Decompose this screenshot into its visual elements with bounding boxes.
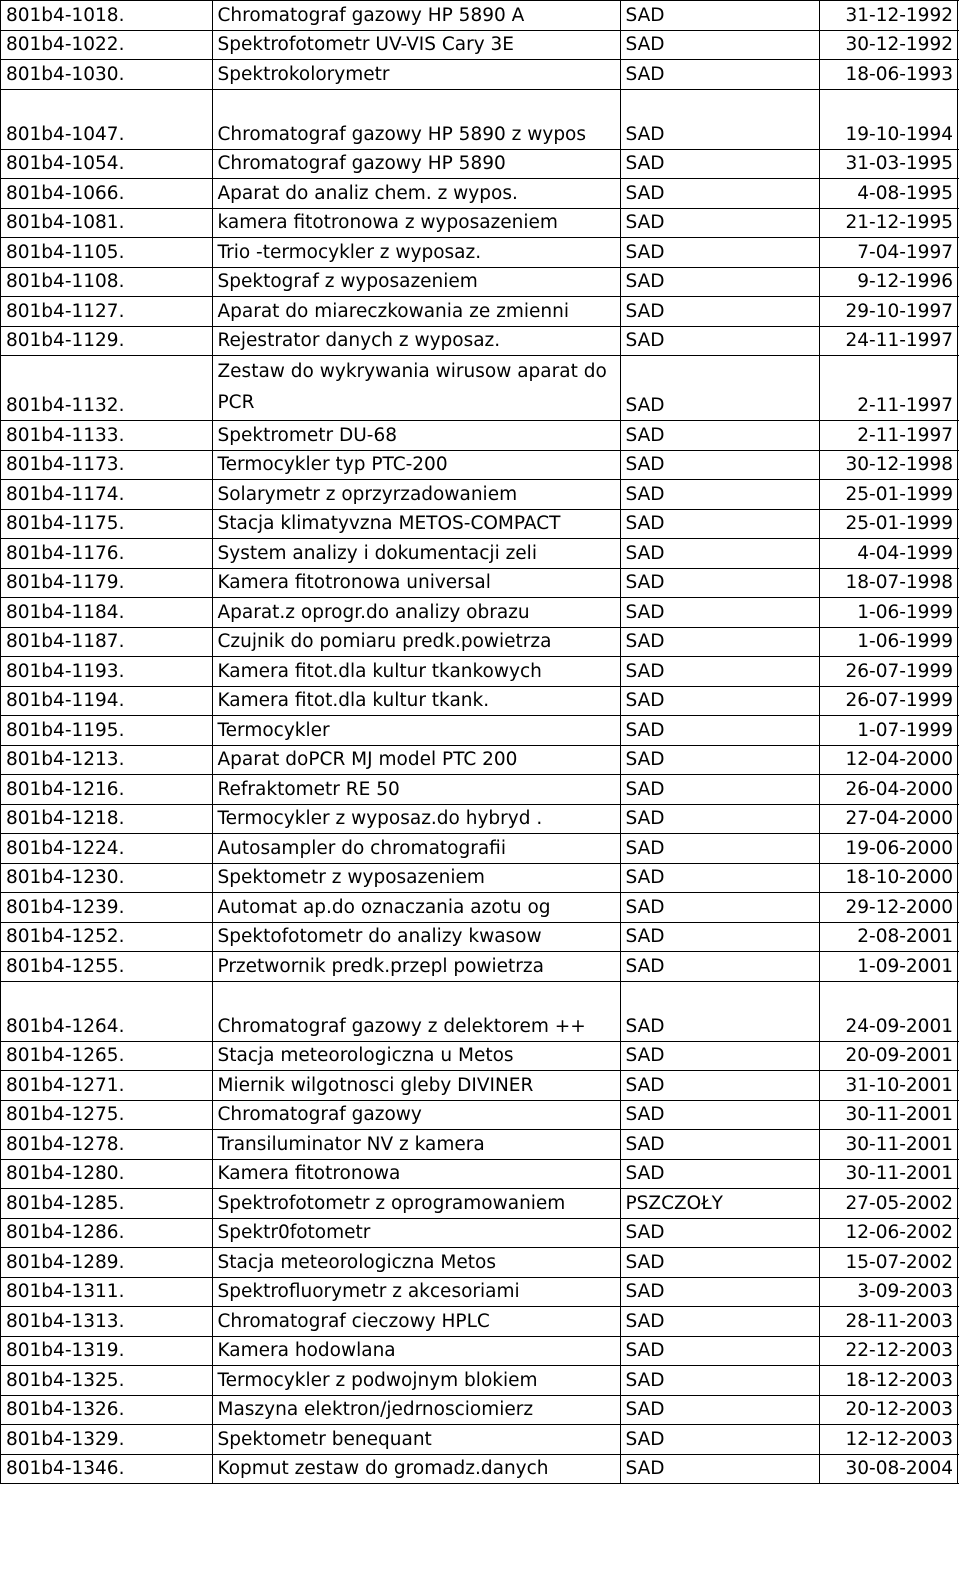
date-cell: 12-04-2000 — [819, 745, 959, 775]
date-cell: 2-11-1997 — [819, 356, 959, 421]
equipment-name-cell: Kamera fitot.dla kultur tkankowych — [212, 657, 620, 687]
unit-cell: SAD — [620, 326, 819, 356]
unit-cell: SAD — [620, 208, 819, 238]
equipment-name-cell: Kopmut zestaw do gromadz.danych — [212, 1454, 620, 1484]
unit-cell: SAD — [620, 716, 819, 746]
unit-cell: SAD — [620, 1159, 819, 1189]
date-cell: 24-11-1997 — [819, 326, 959, 356]
equipment-name-cell: Termocykler z podwojnym blokiem — [212, 1366, 620, 1396]
unit-cell: SAD — [620, 89, 819, 149]
inventory-number-cell: 801b4-1224. — [1, 834, 212, 864]
unit-cell: SAD — [620, 1130, 819, 1160]
date-cell: 26-07-1999 — [819, 657, 959, 687]
equipment-name-cell: Spektr0fotometr — [212, 1218, 620, 1248]
inventory-number-cell: 801b4-1066. — [1, 179, 212, 209]
unit-cell: SAD — [620, 60, 819, 90]
date-cell: 18-10-2000 — [819, 863, 959, 893]
unit-cell: SAD — [620, 1307, 819, 1337]
table-row — [1, 598, 959, 628]
date-cell: 20-12-2003 — [819, 1395, 959, 1425]
table-row — [1, 1071, 959, 1101]
unit-cell: SAD — [620, 981, 819, 1041]
date-cell: 30-12-1992 — [819, 30, 959, 60]
inventory-number-cell: 801b4-1313. — [1, 1307, 212, 1337]
table-row — [1, 1454, 959, 1484]
equipment-name-cell: Spektrofotometr UV-VIS Cary 3E — [212, 30, 620, 60]
inventory-number-cell: 801b4-1018. — [1, 1, 212, 31]
unit-cell: SAD — [620, 539, 819, 569]
date-cell: 3-09-2003 — [819, 1277, 959, 1307]
table-row — [1, 1218, 959, 1248]
equipment-name-cell: Chromatograf cieczowy HPLC — [212, 1307, 620, 1337]
table-row — [1, 1130, 959, 1160]
unit-cell: SAD — [620, 1218, 819, 1248]
table-row — [1, 952, 959, 982]
inventory-number-cell: 801b4-1030. — [1, 60, 212, 90]
table-row — [1, 297, 959, 327]
unit-cell: SAD — [620, 1395, 819, 1425]
unit-cell: PSZCZOŁY — [620, 1189, 819, 1219]
date-cell: 24-09-2001 — [819, 981, 959, 1041]
unit-cell: SAD — [620, 893, 819, 923]
date-cell: 4-04-1999 — [819, 539, 959, 569]
date-cell: 7-04-1997 — [819, 238, 959, 268]
equipment-name-cell: Chromatograf gazowy HP 5890 — [212, 149, 620, 179]
date-cell: 30-08-2004 — [819, 1454, 959, 1484]
inventory-number-cell: 801b4-1230. — [1, 863, 212, 893]
unit-cell: SAD — [620, 1041, 819, 1071]
equipment-name-cell: Automat ap.do oznaczania azotu og — [212, 893, 620, 923]
table-row — [1, 922, 959, 952]
inventory-number-cell: 801b4-1271. — [1, 1071, 212, 1101]
date-cell: 30-12-1998 — [819, 450, 959, 480]
equipment-name-cell: Spektrofluorymetr z akcesoriami — [212, 1277, 620, 1307]
unit-cell: SAD — [620, 297, 819, 327]
inventory-number-cell: 801b4-1174. — [1, 480, 212, 510]
equipment-name-cell: Autosampler do chromatografii — [212, 834, 620, 864]
date-cell: 27-05-2002 — [819, 1189, 959, 1219]
inventory-number-cell: 801b4-1105. — [1, 238, 212, 268]
equipment-name-cell: Kamera hodowlana — [212, 1336, 620, 1366]
inventory-number-cell: 801b4-1194. — [1, 686, 212, 716]
equipment-name-cell: Transiluminator NV z kamera — [212, 1130, 620, 1160]
date-cell: 1-06-1999 — [819, 598, 959, 628]
inventory-number-cell: 801b4-1132. — [1, 356, 212, 421]
table-row — [1, 863, 959, 893]
equipment-name-cell: Chromatograf gazowy HP 5890 A — [212, 1, 620, 31]
equipment-name-cell: Rejestrator danych z wyposaz. — [212, 326, 620, 356]
unit-cell: SAD — [620, 775, 819, 805]
equipment-name-cell: Spektofotometr do analizy kwasow — [212, 922, 620, 952]
equipment-name-cell: Spektrofotometr z oprogramowaniem — [212, 1189, 620, 1219]
date-cell: 1-09-2001 — [819, 952, 959, 982]
date-cell: 9-12-1996 — [819, 267, 959, 297]
inventory-number-cell: 801b4-1329. — [1, 1425, 212, 1455]
unit-cell: SAD — [620, 509, 819, 539]
equipment-name-cell: Stacja meteorologiczna u Metos — [212, 1041, 620, 1071]
inventory-number-cell: 801b4-1289. — [1, 1248, 212, 1278]
unit-cell: SAD — [620, 356, 819, 421]
equipment-name-cell: Termocykler z wyposaz.do hybryd . — [212, 804, 620, 834]
date-cell: 29-10-1997 — [819, 297, 959, 327]
inventory-number-cell: 801b4-1285. — [1, 1189, 212, 1219]
inventory-number-cell: 801b4-1179. — [1, 568, 212, 598]
date-cell: 30-11-2001 — [819, 1159, 959, 1189]
date-cell: 26-04-2000 — [819, 775, 959, 805]
table-row — [1, 1159, 959, 1189]
table-row — [1, 1041, 959, 1071]
date-cell: 19-10-1994 — [819, 89, 959, 149]
equipment-table — [1, 0, 959, 1484]
table-row — [1, 89, 959, 149]
equipment-name-cell: Przetwornik predk.przepl powietrza — [212, 952, 620, 982]
equipment-name-cell: Spektometr z wyposazeniem — [212, 863, 620, 893]
table-row — [1, 834, 959, 864]
inventory-number-cell: 801b4-1252. — [1, 922, 212, 952]
unit-cell: SAD — [620, 480, 819, 510]
unit-cell: SAD — [620, 598, 819, 628]
equipment-name-cell: Chromatograf gazowy z delektorem ++ — [212, 981, 620, 1041]
table-row — [1, 149, 959, 179]
unit-cell: SAD — [620, 1100, 819, 1130]
inventory-number-cell: 801b4-1255. — [1, 952, 212, 982]
equipment-name-cell: Spektrometr DU-68 — [212, 421, 620, 451]
table-row — [1, 509, 959, 539]
table-row — [1, 480, 959, 510]
date-cell: 12-12-2003 — [819, 1425, 959, 1455]
equipment-name-cell: Aparat do analiz chem. z wypos. — [212, 179, 620, 209]
equipment-name-cell: Kamera fitot.dla kultur tkank. — [212, 686, 620, 716]
table-row — [1, 208, 959, 238]
equipment-name-cell: Spektograf z wyposazeniem — [212, 267, 620, 297]
inventory-number-cell: 801b4-1127. — [1, 297, 212, 327]
equipment-name-cell: Solarymetr z oprzyrzadowaniem — [212, 480, 620, 510]
inventory-number-cell: 801b4-1213. — [1, 745, 212, 775]
unit-cell: SAD — [620, 745, 819, 775]
inventory-number-cell: 801b4-1047. — [1, 89, 212, 149]
inventory-number-cell: 801b4-1054. — [1, 149, 212, 179]
date-cell: 4-08-1995 — [819, 179, 959, 209]
table-row — [1, 627, 959, 657]
inventory-number-cell: 801b4-1184. — [1, 598, 212, 628]
date-cell: 1-06-1999 — [819, 627, 959, 657]
inventory-number-cell: 801b4-1022. — [1, 30, 212, 60]
equipment-name-cell: Aparat do miareczkowania ze zmienni — [212, 297, 620, 327]
inventory-number-cell: 801b4-1176. — [1, 539, 212, 569]
unit-cell: SAD — [620, 238, 819, 268]
inventory-number-cell: 801b4-1326. — [1, 1395, 212, 1425]
inventory-number-cell: 801b4-1319. — [1, 1336, 212, 1366]
date-cell: 26-07-1999 — [819, 686, 959, 716]
table-row — [1, 1366, 959, 1396]
inventory-number-cell: 801b4-1216. — [1, 775, 212, 805]
date-cell: 31-10-2001 — [819, 1071, 959, 1101]
table-row — [1, 716, 959, 746]
unit-cell: SAD — [620, 179, 819, 209]
table-row — [1, 1425, 959, 1455]
table-row — [1, 450, 959, 480]
date-cell: 31-03-1995 — [819, 149, 959, 179]
inventory-number-cell: 801b4-1239. — [1, 893, 212, 923]
equipment-name-cell: Spektometr benequant — [212, 1425, 620, 1455]
inventory-number-cell: 801b4-1195. — [1, 716, 212, 746]
equipment-name-cell: Chromatograf gazowy HP 5890 z wypos — [212, 89, 620, 149]
inventory-number-cell: 801b4-1175. — [1, 509, 212, 539]
unit-cell: SAD — [620, 1248, 819, 1278]
table-row — [1, 745, 959, 775]
date-cell: 2-11-1997 — [819, 421, 959, 451]
equipment-name-cell: Miernik wilgotnosci gleby DIVINER — [212, 1071, 620, 1101]
date-cell: 20-09-2001 — [819, 1041, 959, 1071]
table-row — [1, 356, 959, 421]
date-cell: 18-07-1998 — [819, 568, 959, 598]
equipment-name-cell: Trio -termocykler z wyposaz. — [212, 238, 620, 268]
inventory-number-cell: 801b4-1280. — [1, 1159, 212, 1189]
inventory-number-cell: 801b4-1325. — [1, 1366, 212, 1396]
date-cell: 12-06-2002 — [819, 1218, 959, 1248]
date-cell: 2-08-2001 — [819, 922, 959, 952]
unit-cell: SAD — [620, 922, 819, 952]
unit-cell: SAD — [620, 30, 819, 60]
date-cell: 30-11-2001 — [819, 1100, 959, 1130]
table-row — [1, 1100, 959, 1130]
unit-cell: SAD — [620, 1071, 819, 1101]
unit-cell: SAD — [620, 1336, 819, 1366]
table-row — [1, 981, 959, 1041]
date-cell: 1-07-1999 — [819, 716, 959, 746]
unit-cell: SAD — [620, 1454, 819, 1484]
date-cell: 18-06-1993 — [819, 60, 959, 90]
unit-cell: SAD — [620, 834, 819, 864]
date-cell: 18-12-2003 — [819, 1366, 959, 1396]
equipment-name-cell: Aparat.z oprogr.do analizy obrazu — [212, 598, 620, 628]
equipment-name-cell: Zestaw do wykrywania wirusow aparat do PCR — [212, 356, 620, 421]
equipment-name-cell: Spektrokolorymetr — [212, 60, 620, 90]
table-row — [1, 1336, 959, 1366]
inventory-number-cell: 801b4-1173. — [1, 450, 212, 480]
inventory-number-cell: 801b4-1278. — [1, 1130, 212, 1160]
equipment-name-cell: kamera fitotronowa z wyposazeniem — [212, 208, 620, 238]
table-row — [1, 1248, 959, 1278]
inventory-number-cell: 801b4-1129. — [1, 326, 212, 356]
date-cell: 31-12-1992 — [819, 1, 959, 31]
table-row — [1, 1307, 959, 1337]
table-row — [1, 568, 959, 598]
table-row — [1, 179, 959, 209]
equipment-name-cell: Kamera fitotronowa — [212, 1159, 620, 1189]
table-row — [1, 893, 959, 923]
equipment-name-cell: Termocykler typ PTC-200 — [212, 450, 620, 480]
unit-cell: SAD — [620, 804, 819, 834]
table-row — [1, 539, 959, 569]
date-cell: 29-12-2000 — [819, 893, 959, 923]
date-cell: 25-01-1999 — [819, 480, 959, 510]
equipment-name-cell: Maszyna elektron/jedrnosciomierz — [212, 1395, 620, 1425]
date-cell: 27-04-2000 — [819, 804, 959, 834]
date-cell: 25-01-1999 — [819, 509, 959, 539]
inventory-number-cell: 801b4-1133. — [1, 421, 212, 451]
table-row — [1, 1189, 959, 1219]
table-row — [1, 267, 959, 297]
unit-cell: SAD — [620, 657, 819, 687]
inventory-number-cell: 801b4-1275. — [1, 1100, 212, 1130]
equipment-name-cell: System analizy i dokumentacji zeli — [212, 539, 620, 569]
inventory-number-cell: 801b4-1081. — [1, 208, 212, 238]
date-cell: 21-12-1995 — [819, 208, 959, 238]
date-cell: 30-11-2001 — [819, 1130, 959, 1160]
unit-cell: SAD — [620, 686, 819, 716]
equipment-name-cell: Czujnik do pomiaru predk.powietrza — [212, 627, 620, 657]
unit-cell: SAD — [620, 1425, 819, 1455]
table-row — [1, 686, 959, 716]
date-cell: 28-11-2003 — [819, 1307, 959, 1337]
equipment-name-cell: Aparat doPCR MJ model PTC 200 — [212, 745, 620, 775]
date-cell: 19-06-2000 — [819, 834, 959, 864]
table-row — [1, 804, 959, 834]
inventory-number-cell: 801b4-1218. — [1, 804, 212, 834]
table-row — [1, 326, 959, 356]
unit-cell: SAD — [620, 1, 819, 31]
inventory-number-cell: 801b4-1265. — [1, 1041, 212, 1071]
equipment-name-cell: Refraktometr RE 50 — [212, 775, 620, 805]
table-row — [1, 1395, 959, 1425]
table-row — [1, 775, 959, 805]
table-row — [1, 1277, 959, 1307]
table-row — [1, 30, 959, 60]
unit-cell: SAD — [620, 421, 819, 451]
table-row — [1, 60, 959, 90]
unit-cell: SAD — [620, 149, 819, 179]
inventory-number-cell: 801b4-1286. — [1, 1218, 212, 1248]
inventory-number-cell: 801b4-1311. — [1, 1277, 212, 1307]
inventory-number-cell: 801b4-1187. — [1, 627, 212, 657]
unit-cell: SAD — [620, 863, 819, 893]
table-row — [1, 1, 959, 31]
table-row — [1, 421, 959, 451]
equipment-name-cell: Termocykler — [212, 716, 620, 746]
unit-cell: SAD — [620, 450, 819, 480]
table-row — [1, 238, 959, 268]
inventory-number-cell: 801b4-1346. — [1, 1454, 212, 1484]
equipment-name-cell: Stacja klimatyvzna METOS-COMPACT — [212, 509, 620, 539]
unit-cell: SAD — [620, 1277, 819, 1307]
inventory-number-cell: 801b4-1108. — [1, 267, 212, 297]
equipment-name-cell: Kamera fitotronowa universal — [212, 568, 620, 598]
inventory-number-cell: 801b4-1193. — [1, 657, 212, 687]
unit-cell: SAD — [620, 952, 819, 982]
equipment-name-cell: Chromatograf gazowy — [212, 1100, 620, 1130]
date-cell: 22-12-2003 — [819, 1336, 959, 1366]
equipment-name-cell: Stacja meteorologiczna Metos — [212, 1248, 620, 1278]
equipment-table-body — [1, 1, 959, 1484]
date-cell: 15-07-2002 — [819, 1248, 959, 1278]
table-row — [1, 657, 959, 687]
unit-cell: SAD — [620, 1366, 819, 1396]
unit-cell: SAD — [620, 267, 819, 297]
inventory-number-cell: 801b4-1264. — [1, 981, 212, 1041]
unit-cell: SAD — [620, 627, 819, 657]
unit-cell: SAD — [620, 568, 819, 598]
